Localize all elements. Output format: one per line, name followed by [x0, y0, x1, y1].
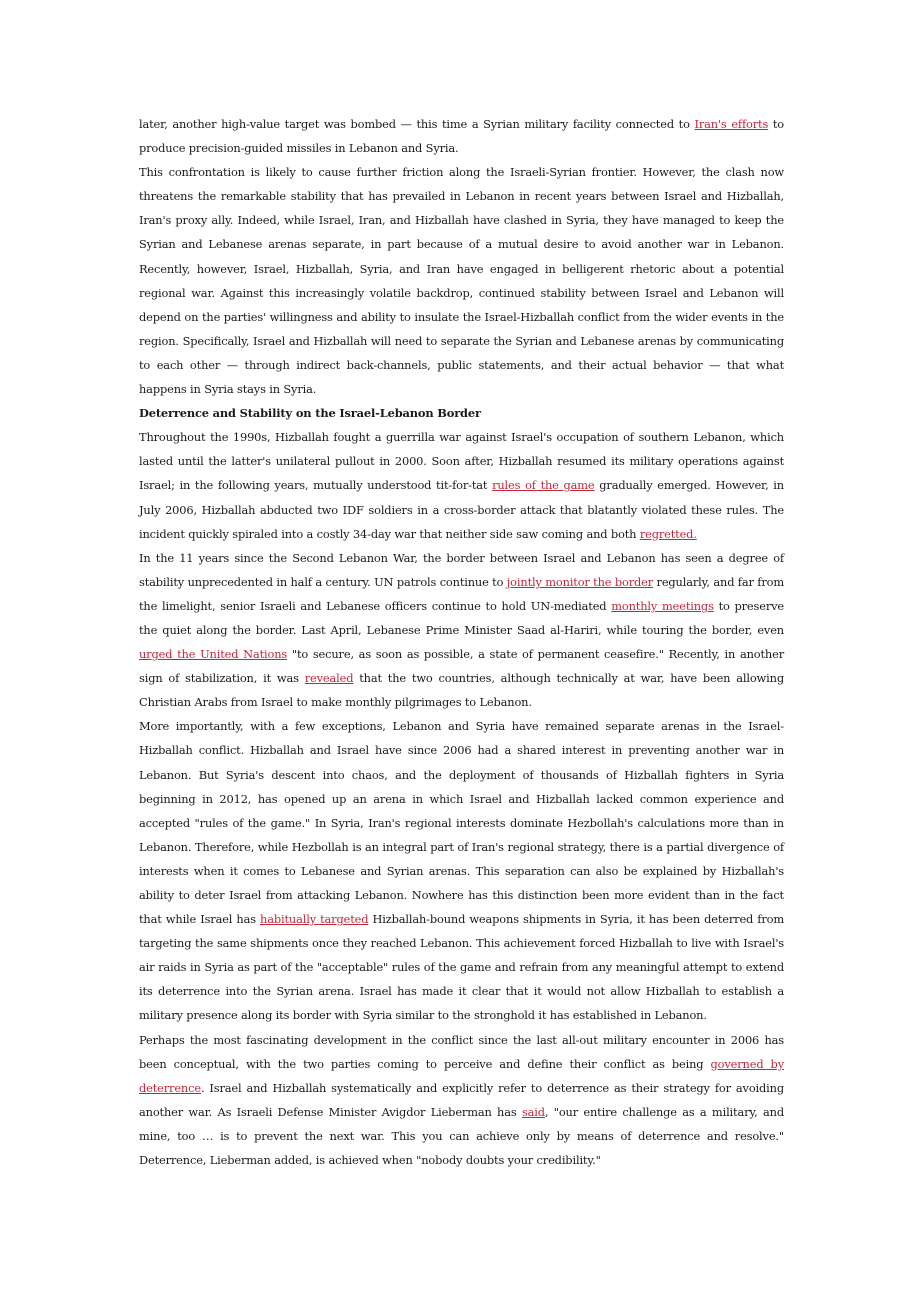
text-run: "to secure, as soon as possible, a state of permanent ceasefire." Recently, in another sign of stabilization, it was: [139, 647, 784, 686]
text-run: Throughout the 1990s, Hizballah fought a guerrilla war against Israel's occupation of southern Lebanon, which lasted until the latter's unilateral pullout in 2000. Soon after, Hizballah resumed its military operations against Israel; in the following years, mutually understood tit-for-tat: [139, 430, 784, 493]
text-run: . Israel and Hizballah systematically and explicitly refer to deterrence as their strategy for avoiding another war. As Israeli Defense Minister Avigdor Lieberman has: [139, 1080, 784, 1119]
text-run: that the two countries, although technically at war, have been allowing Christian Arabs from Israel to make monthly pilgrimages to Lebanon.: [139, 671, 784, 710]
text-run: More importantly, with a few exceptions, Lebanon and Syria have remained separate arenas in the Israel-Hizballah conflict. Hizballah and Israel have since 2006 had a shared interest in preventing another war in Lebanon. But Syria's descent into chaos, and the deployment of thousands of Hizballah fighters in Syria beginning in 2012, has opened up an arena in which Israel and Hizballah lacked common experience and accepted "rules of the game." In Syria, Iran's regional interests dominate Hezbollah's calculations more than in Lebanon. Therefore, while Hezbollah is an integral part of Iran's regional strategy, there is a partial divergence of interests when it comes to Lebanese and Syrian arenas. This separation can also be explained by Hizballah's ability to deter Israel from attacking Lebanon. Nowhere has this distinction been more evident than in the fact that while Israel has: [139, 719, 784, 927]
paragraph-confrontation: [139, 160, 784, 401]
paragraph-deterrence: [139, 1028, 784, 1173]
inline-link[interactable]: governed by deterrence: [139, 1056, 784, 1095]
inline-link[interactable]: Iran's efforts: [694, 117, 769, 131]
inline-link[interactable]: habitually targeted: [260, 912, 369, 927]
inline-link[interactable]: said: [521, 1104, 545, 1119]
text-run: to produce precision-guided missiles in Lebanon and Syria.: [139, 117, 784, 156]
inline-link[interactable]: regretted.: [639, 526, 697, 541]
paragraph-separate-arenas: [139, 714, 784, 1027]
inline-link[interactable]: revealed: [304, 671, 354, 686]
inline-link[interactable]: urged the United Nations: [139, 647, 288, 662]
inline-link[interactable]: monthly meetings: [611, 598, 714, 613]
paragraph-11-years: [139, 546, 784, 715]
text-run: Deterrence and Stability on the Israel-Lebanon Border: [139, 406, 481, 421]
text-run: Perhaps the most fascinating development in the conflict since the last all-out military encounter in 2006 has been conceptual, with the two parties coming to perceive and define their conflict as being: [139, 1032, 784, 1071]
inline-link[interactable]: jointly monitor the border: [506, 574, 654, 589]
section-heading: [139, 401, 784, 425]
text-run: to preserve the quiet along the border. Last April, Lebanese Prime Minister Saad al-Hariri, while touring the border, even: [139, 598, 784, 637]
text-run: , "our entire challenge as a military, and mine, too … is to prevent the next war. This you can achieve only by means of deterrence and resolve." Deterrence, Lieberman added, is achieved when "nobody doubts your credibility.": [139, 1104, 784, 1168]
inline-link[interactable]: rules of the game: [492, 478, 595, 493]
article-body: [139, 112, 784, 1172]
text-run: later, another high-value target was bombed — this time a Syrian military facility connected to: [139, 117, 695, 131]
text-run: Hizballah-bound weapons shipments in Syria, it has been deterred from targeting the same shipments once they reached Lebanon. This achievement forced Hizballah to live with Israel's air raids in Syria as part of the "acceptable" rules of the game and refrain from any meaningful attempt to extend its deterrence into the Syrian arena. Israel has made it clear that it would not allow Hizballah to establish a military presence along its border with Syria similar to the stronghold it has established in Lebanon.: [139, 912, 784, 1023]
paragraph-1990s: [139, 425, 784, 545]
text-run: This confrontation is likely to cause further friction along the Israeli-Syrian frontier. However, the clash now threatens the remarkable stability that has prevailed in Lebanon in recent years between Israel and Hizballah, Iran's proxy ally. Indeed, while Israel, Iran, and Hizballah have clashed in Syria, they have managed to keep the Syrian and Lebanese arenas separate, in part because of a mutual desire to avoid another war in Lebanon. Recently, however, Israel, Hizballah, Syria, and Iran have engaged in belligerent rhetoric about a potential regional war. Against this increasingly volatile backdrop, continued stability between Israel and Lebanon will depend on the parties' willingness and ability to insulate the Israel-Hizballah conflict from the wider events in the region. Specifically, Israel and Hizballah will need to separate the Syrian and Lebanese arenas by communicating to each other — through indirect back-channels, public statements, and their actual behavior — that what happens in Syria stays in Syria.: [139, 165, 784, 397]
paragraph-intro-continued: [139, 112, 784, 160]
text-run: regularly, and far from the limelight, senior Israeli and Lebanese officers continue to hold UN-mediated: [139, 574, 785, 613]
text-run: gradually emerged. However, in July 2006, Hizballah abducted two IDF soldiers in a cross-border attack that blatantly violated these rules. The incident quickly spiraled into a costly 34-day war that neither side saw coming and both: [139, 478, 784, 541]
text-run: In the 11 years since the Second Lebanon War, the border between Israel and Lebanon has seen a degree of stability unprecedented in half a century. UN patrols continue to: [139, 550, 784, 589]
